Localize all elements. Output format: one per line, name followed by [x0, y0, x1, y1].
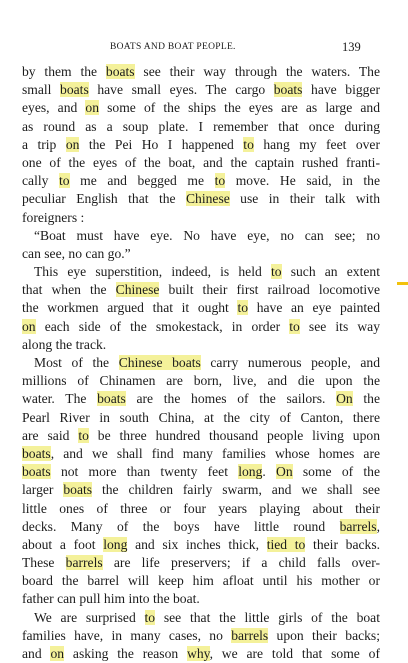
text-line — [22, 136, 380, 154]
highlighted-word: Chinese — [185, 191, 230, 207]
text-run: the children fairly swarm, and we shall see — [92, 482, 380, 498]
running-head: BOATS AND BOAT PEOPLE. — [110, 42, 236, 52]
text-run: the workmen argued that it ought — [22, 300, 238, 316]
text-run: built their first railroad locomotive — [159, 282, 380, 298]
text-run: that when the — [22, 282, 116, 298]
text-run: such an extent — [281, 264, 380, 280]
text-run: carry numerous people, and — [200, 355, 380, 370]
text-run: peculiar English that the — [22, 191, 186, 207]
text-run: and six inches thick, — [127, 536, 267, 552]
text-line — [22, 481, 380, 499]
text-run: move. He said, in the — [225, 173, 380, 189]
text-run: see that the little girls of the boat — [155, 609, 380, 625]
text-run: upon their backs; — [268, 627, 380, 643]
highlighted-word: to — [270, 264, 282, 280]
text-run: water. The — [22, 391, 98, 407]
text-run: asking the reason — [64, 646, 188, 661]
text-line — [22, 409, 380, 427]
text-line — [22, 645, 380, 663]
text-line — [22, 299, 380, 317]
highlighted-word: to — [214, 173, 226, 189]
text-line — [22, 118, 380, 136]
text-run: “Boat must have eye. No have eye, no can see; no — [34, 227, 380, 243]
text-run: see its way — [299, 318, 380, 334]
text-run: be three hundred thousand people living upon — [88, 427, 380, 443]
highlighted-word: On — [276, 464, 293, 480]
text-line — [22, 99, 380, 117]
text-line — [22, 318, 380, 336]
text-line — [22, 372, 380, 390]
margin-highlight-mark — [397, 282, 408, 285]
highlighted-word: boats — [60, 82, 89, 98]
text-run: see their way through the waters. The — [134, 64, 380, 79]
text-run: some of the — [292, 464, 380, 480]
highlighted-word: boats — [22, 464, 51, 480]
text-run: families have, in many cases, no — [22, 627, 232, 643]
text-line — [22, 281, 380, 299]
text-line — [22, 190, 380, 208]
highlighted-word: on — [85, 100, 100, 116]
text-run: their backs. — [305, 536, 380, 552]
text-run: small — [22, 82, 61, 98]
highlighted-word: to — [144, 609, 156, 625]
text-line — [22, 63, 380, 81]
highlighted-word: on — [50, 646, 65, 661]
text-line — [34, 609, 380, 627]
text-run: are said — [22, 427, 79, 443]
text-line — [22, 463, 380, 481]
highlighted-word: to — [59, 173, 70, 189]
text-run: me and begged me — [69, 173, 215, 189]
text-run: by them the — [22, 64, 106, 79]
highlighted-word: tied to — [266, 536, 306, 552]
text-run: eyes, and — [22, 100, 86, 116]
highlighted-word: on — [65, 136, 80, 152]
text-run: have bigger — [302, 82, 380, 98]
text-run: have small eyes. The cargo — [88, 82, 274, 98]
text-line — [22, 590, 380, 608]
text-run: . — [262, 464, 277, 480]
highlighted-word: to — [237, 300, 249, 316]
text-run: , — [376, 518, 380, 534]
text-run: larger — [22, 482, 64, 498]
text-line — [34, 227, 380, 245]
highlighted-word: on — [22, 318, 36, 334]
highlighted-word: why — [187, 646, 210, 661]
text-run: foreigners : — [22, 209, 85, 225]
highlighted-word: boats — [63, 482, 93, 498]
highlighted-word: long — [103, 536, 128, 552]
highlighted-word: Chinese boats — [118, 355, 201, 370]
text-line — [22, 572, 380, 590]
text-run: each side of the smokestack, in order — [35, 318, 290, 334]
highlighted-word: barrels — [65, 555, 103, 571]
highlighted-word: Chinese — [115, 282, 160, 298]
text-run: millions of Chinamen are born, live, and die upon the — [22, 373, 380, 389]
highlighted-word: barrels — [231, 627, 269, 643]
highlighted-word: barrels — [339, 518, 377, 534]
highlighted-word: boats — [273, 82, 303, 98]
text-run: , and we shall find many families whose homes are — [50, 445, 380, 461]
text-run: decks. Many of the boys have little round — [22, 518, 340, 534]
text-run: , we are told that some of — [209, 646, 380, 661]
text-run: not more than twenty feet — [50, 464, 239, 480]
text-line — [22, 518, 380, 536]
text-run: are life preservers; if a child falls over- — [102, 555, 380, 571]
text-line — [22, 154, 380, 172]
highlighted-word: long — [238, 464, 263, 480]
text-run: have an eye painted — [248, 300, 380, 316]
text-line — [22, 209, 380, 227]
text-run: Most of the — [34, 355, 119, 370]
text-run: are the homes of the sailors. — [125, 391, 337, 407]
text-line — [22, 390, 380, 408]
text-line — [22, 172, 380, 190]
body-text — [0, 63, 380, 663]
text-run: board the barrel will keep him afloat until his mother or — [22, 573, 380, 589]
text-run: This eye superstition, indeed, is held — [34, 264, 271, 280]
highlighted-word: to — [243, 136, 254, 152]
text-line — [22, 445, 380, 463]
text-line — [22, 554, 380, 572]
page-number: 139 — [342, 40, 361, 54]
text-line — [22, 81, 380, 99]
page-header — [0, 39, 408, 55]
highlighted-word: to — [78, 427, 89, 443]
text-run: the — [352, 391, 380, 407]
highlighted-word: boats — [97, 391, 126, 407]
text-line — [22, 627, 380, 645]
text-run: We are surprised — [34, 609, 145, 625]
text-run: and — [22, 646, 51, 661]
highlighted-word: On — [336, 391, 353, 407]
text-line — [34, 263, 380, 281]
text-run: can see, no can go.” — [22, 245, 131, 261]
text-run: the Pei Ho I happened — [79, 136, 244, 152]
text-run: These — [22, 555, 66, 571]
highlighted-word: boats — [105, 64, 135, 79]
text-line — [22, 245, 380, 263]
text-line — [22, 427, 380, 445]
text-run: a trip — [22, 136, 66, 152]
text-run: about a foot — [22, 536, 104, 552]
text-run: some of the ships the eyes are as large and — [99, 100, 380, 116]
text-line — [22, 500, 380, 518]
text-line — [34, 354, 380, 372]
text-line — [22, 536, 380, 554]
text-run: father can pull him into the boat. — [22, 591, 200, 607]
text-run: as round as a soup plate. I remember that once during — [22, 118, 380, 134]
text-run: Pearl River in south China, at the city of Canton, there — [22, 409, 380, 425]
text-run: one of the eyes of the boat, and the captain rushed franti- — [22, 154, 380, 170]
text-run: cally — [22, 173, 59, 189]
highlighted-word: boats — [22, 445, 51, 461]
text-run: use in their talk with — [229, 191, 380, 207]
text-run: little ones of three or four years playing about their — [22, 500, 380, 516]
text-line — [22, 336, 380, 354]
highlighted-word: to — [289, 318, 300, 334]
text-run: hang my feet over — [253, 136, 380, 152]
text-run: along the track. — [22, 336, 107, 352]
